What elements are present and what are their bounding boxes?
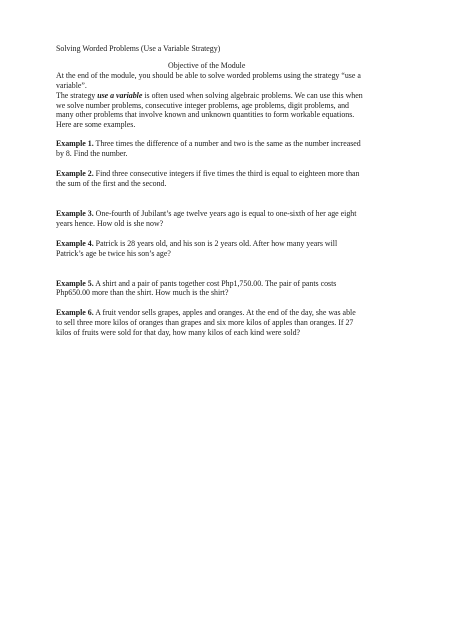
example-3 [56,209,428,229]
example-2-label: Example 2. [56,169,94,179]
example-4-text: Patrick is 28 years old, and his son is 2 years old. After how many years will [93,238,338,248]
intro-line-1: At the end of the module, you should be able to solve worded problems using the strategy “use a [56,70,361,80]
example-6 [56,308,428,338]
strategy-line-3: many other problems that involve known and unknown quantities to form workable equations. [56,110,355,120]
strategy-emphasis: use a variable [97,90,143,100]
document-title: Solving Worded Problems (Use a Variable Strategy) [56,44,221,53]
example-4-label: Example 4. [56,238,94,248]
example-3-label: Example 3. [56,208,94,218]
intro-line-2: variable”. [56,80,87,90]
example-6-text: A fruit vendor sells grapes, apples and oranges. At the end of the day, she was able [93,308,356,318]
example-6-label: Example 6. [56,308,94,318]
example-1-label: Example 1. [56,139,94,149]
document-page [56,44,428,338]
example-5-text: A shirt and a pair of pants together cost Php1,750.00. The pair of pants costs [93,278,337,288]
example-4-text-2: Patrick’s age be twice his son’s age? [56,248,171,258]
example-2 [56,169,428,189]
objective-heading: Objective of the Module [168,60,246,70]
example-1 [56,139,428,159]
example-5-label: Example 5. [56,278,94,288]
example-3-text: One-fourth of Jubilant’s age twelve years ago is equal to one-sixth of her age eight [93,208,357,218]
example-6-text-3: kilos of fruits were sold for that day, how many kilos of each kind were sold? [56,328,301,338]
strategy-prefix: The strategy [56,90,98,100]
example-2-text-2: the sum of the first and the second. [56,178,167,188]
example-1-text: Three times the difference of a number and two is the same as the number increased [93,139,361,149]
strategy-suffix: is often used when solving algebraic problems. We can use this when [142,90,363,100]
strategy-line-1 [56,91,428,101]
strategy-line-2: we solve number problems, consecutive integer problems, age problems, digit problems, and [56,100,349,110]
example-4 [56,239,428,259]
example-2-text: Find three consecutive integers if five times the third is equal to eighteen more than [93,169,360,179]
example-5 [56,279,428,299]
example-5-text-2: Php650.00 more than the shirt. How much is the shirt? [56,288,229,298]
example-1-text-2: by 8. Find the number. [56,149,128,159]
example-6-text-2: to sell three more kilos of oranges than grapes and six more kilos of apples than oranges. If 27 [56,318,354,328]
example-3-text-2: years hence. How old is she now? [56,218,164,228]
strategy-line-4: Here are some examples. [56,120,136,130]
